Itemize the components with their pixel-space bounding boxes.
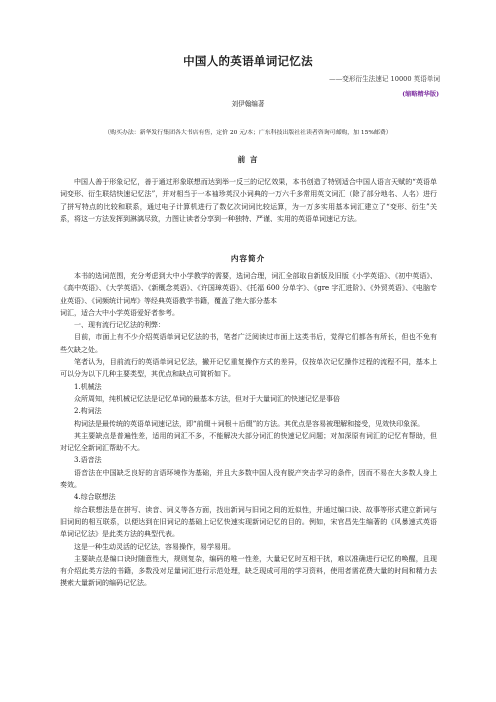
summary-paragraph: 3.语音法	[74, 456, 102, 465]
summary-paragraph: 本书的选词范围，充分考虑到大中小学教学的需要，选词合理，词汇全部取自新版及旧版《小学英语》、《初中英语》、《高中英语》、《大学英语》、《新概念英语》、《许国璋英语》、《托福 600 分单字》、《gre 字汇进阶》、《外贸英语》、《电脑专业英语》、《词频统计词库》等经典英语教学书籍，覆盖了绝大部分基本	[60, 272, 437, 305]
summary-paragraph: 词汇，适合大中小学英语爱好者参考。	[60, 308, 179, 317]
summary-paragraph: 其主要缺点是普遍性差，适用的词汇不多，不能解决大部分词汇的快速记忆问题；对加深原有词汇的记忆有帮助，但对记忆全新词汇帮助不大。	[60, 431, 437, 453]
summary-paragraph: 4.综合联想法	[74, 493, 116, 502]
summary-paragraph: 这是一种生动灵活的记忆法，容易操作，易学易用。	[74, 542, 235, 551]
summary-paragraph: 众所周知，纯机械记忆法是记忆单词的最基本方法，但对于大量词汇的快速记忆是事倍	[74, 394, 340, 403]
document-title: 中国人的英语单词记忆法	[183, 54, 313, 68]
summary-paragraph: 笔者认为，目前流行的英语单词记忆法，撇开记忆重复操作方式的差异，仅按单次记忆操作过程的流程不同，基本上可以分为以下几种主要类型，其优点和缺点可简析如下。	[60, 358, 437, 379]
summary-paragraph: 目前，市面上有不少介绍英语单词记忆法的书，笔者广泛阅读过市面上这类书后，觉得它们都各有所长，但也不免有些欠缺之处。	[60, 333, 437, 354]
summary-paragraph: 语音法在中国缺乏良好的言语环境作为基础，并且大多数中国人没有脱产突击学习的条件，因而不易在大多数人身上奏效。	[60, 468, 437, 490]
summary-paragraph: 2.构词法	[74, 407, 102, 416]
summary-paragraph: 构词法是最传统的英语单词速记法，即“前缀＋词根＋后缀”的方法。其优点是容易被理解和接受，见效快印象深。	[74, 419, 425, 428]
preface-paragraph: 中国人善于形象记忆，善于通过形象联想而达到举一反三的记忆效果，本书创造了特别适合中国人语言天赋的“英语单词变形、衍生联结快速记忆法”，并对相当于一本袖珍英汉小词典的一万六千多常用英文词汇（除了部分地名、人名）进行了拼写特点的比较和联系，通过电子计算机进行了数亿次词词比较运算，为一万多实用基本词汇建立了“变形、衍生”关系，将这一方法发挥到淋漓尽致，力图让读者分享到一种独特、严谨、实用的英语单词速记方法。	[60, 178, 437, 223]
summary-paragraph: 1.机械法	[74, 382, 102, 391]
summary-paragraph: 一、现有流行记忆法的利弊：	[74, 321, 165, 330]
summary-body	[60, 270, 437, 590]
summary-paragraph: 综合联想法是在拼写、读音、词义等各方面，找出新词与旧词之间的近似性，并通过编口诀、故事等形式建立新词与旧词间的相互联系，以便达到在旧词记的基础上记忆快速实现新词记忆的目的。例如，宋官昌先生编著的《风暴速式英语单词记忆法》是此类方法的典型代表。	[60, 505, 437, 539]
summary-heading: 内容简介	[230, 254, 266, 263]
purchase-note: （购买办法：新华发行集团各大书店有售，定价 20 元/本；广东科技出版社社读者咨询可邮购，加 15%邮费）	[104, 130, 392, 136]
preface-body	[60, 176, 437, 225]
author-line: 刘伊翰编著	[231, 100, 265, 108]
preface-heading: 前 言	[237, 155, 259, 164]
summary-paragraph: 主要缺点是编口诀时随意性大，规则复杂，编码的唯一性差，大量记忆时互相干扰，难以准确进行记忆的唤醒，且现有介绍此类方法的书籍，多数没对足量词汇进行示范处理，缺乏现成可用的学习资料，使用者需花费大量的时间和精力去摸索大量新词的编码记忆法。	[60, 554, 437, 588]
edition-badge: (缩略精华版)	[402, 91, 439, 98]
document-subtitle: ——变形衍生法速记 10000 英语单词	[329, 75, 440, 83]
